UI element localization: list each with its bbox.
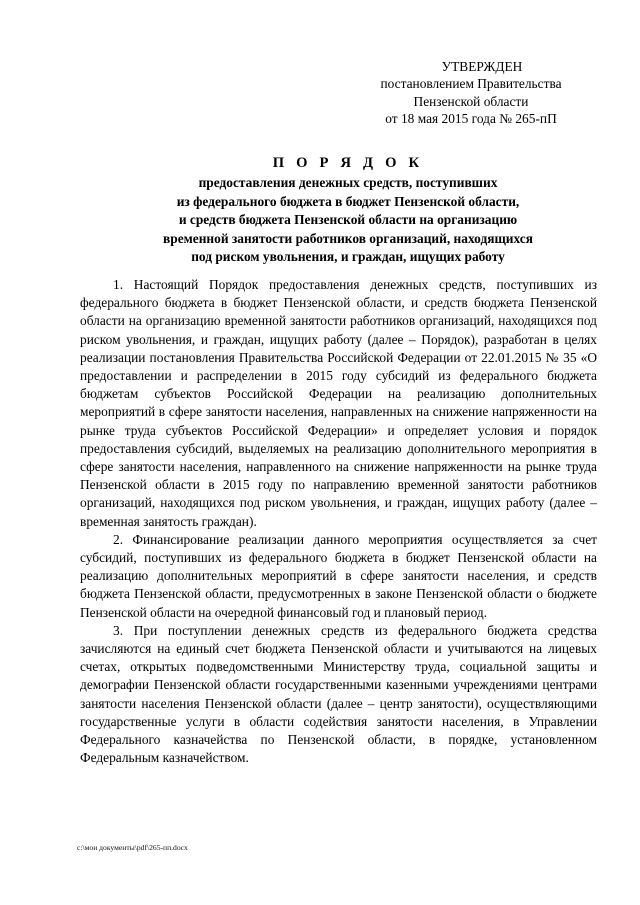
approval-line-date: от 18 мая 2015 года № 265-пП bbox=[385, 111, 557, 127]
footer-file-path: c:\мои документы\pdf\265-пп.docx bbox=[77, 843, 188, 852]
document-subtitle bbox=[94, 174, 602, 267]
document-title: П О Р Я Д О К bbox=[272, 155, 424, 171]
paragraph-2: 2. Финансирование реализации данного мероприятия осуществляется за счет субсидий, поступивших из федерального бюджета в бюджет Пензенской области на реализацию дополнительных мероприятий в сфере занятости населения, и средств бюджета Пензенской области, предусмотренных в законе Пензенской области о бюджете Пензенской области на очередной финансовый год и плановый период. bbox=[80, 531, 597, 620]
approval-heading: УТВЕРЖДЕН bbox=[441, 59, 523, 74]
approval-line-resolution: постановлением Правительства bbox=[380, 76, 562, 92]
paragraph-3: 3. При поступлении денежных средств из федерального бюджета средства зачисляются на единый счет бюджета Пензенской области и учитываются на лицевых счетах, открытых подведомственными Министерству труда, социальной защиты и демографии Пензенской области государственными казенными учреждениями центрами занятости населения Пензенской области (далее – центр занятости), осуществляющими государственные услуги в области содействия занятости населения, в Управлении Федерального казначейства по Пензенской области, в порядке, установленном Федеральным казначейством. bbox=[80, 622, 597, 766]
approval-stamp bbox=[366, 58, 576, 128]
subtitle-line: под риском увольнения, и граждан, ищущих работу bbox=[191, 249, 505, 265]
subtitle-line: предоставления денежных средств, поступивших bbox=[198, 175, 498, 190]
document-body bbox=[80, 276, 597, 767]
subtitle-line: временной занятости работников организаций, находящихся bbox=[163, 230, 533, 246]
paragraph-1: 1. Настоящий Порядок предоставления денежных средств, поступивших из федерального бюджета в бюджет Пензенской области, и средств бюджета Пензенской области на организацию временной занятости работников организаций, находящихся под риском увольнения, и граждан, ищущих работу (далее – Порядок), разработан в целях реализации постановления Правительства Российской Федерации от 22.01.2015 № 35 «О предоставлении и распределении в 2015 году субсидий из федерального бюджета бюджетам субъектов Российской Федерации на реализацию дополнительных мероприятий в сфере занятости населения, направленных на снижение напряженности на рынке труда субъектов Российской Федерации» и определяет условия и порядок предоставления субсидий, выделяемых на реализацию дополнительного мероприятия в сфере занятости населения, направленного на снижение напряженности на рынке труда Пензенской области в 2015 году по направлению временной занятости работников организаций, находящихся под риском увольнения, и граждан, ищущих работу (далее – временная занятость граждан). bbox=[80, 277, 597, 529]
subtitle-line: и средств бюджета Пензенской области на организацию bbox=[178, 212, 518, 228]
approval-line-region: Пензенской области bbox=[413, 93, 529, 109]
subtitle-line: из федерального бюджета в бюджет Пензенской области, bbox=[176, 193, 520, 209]
